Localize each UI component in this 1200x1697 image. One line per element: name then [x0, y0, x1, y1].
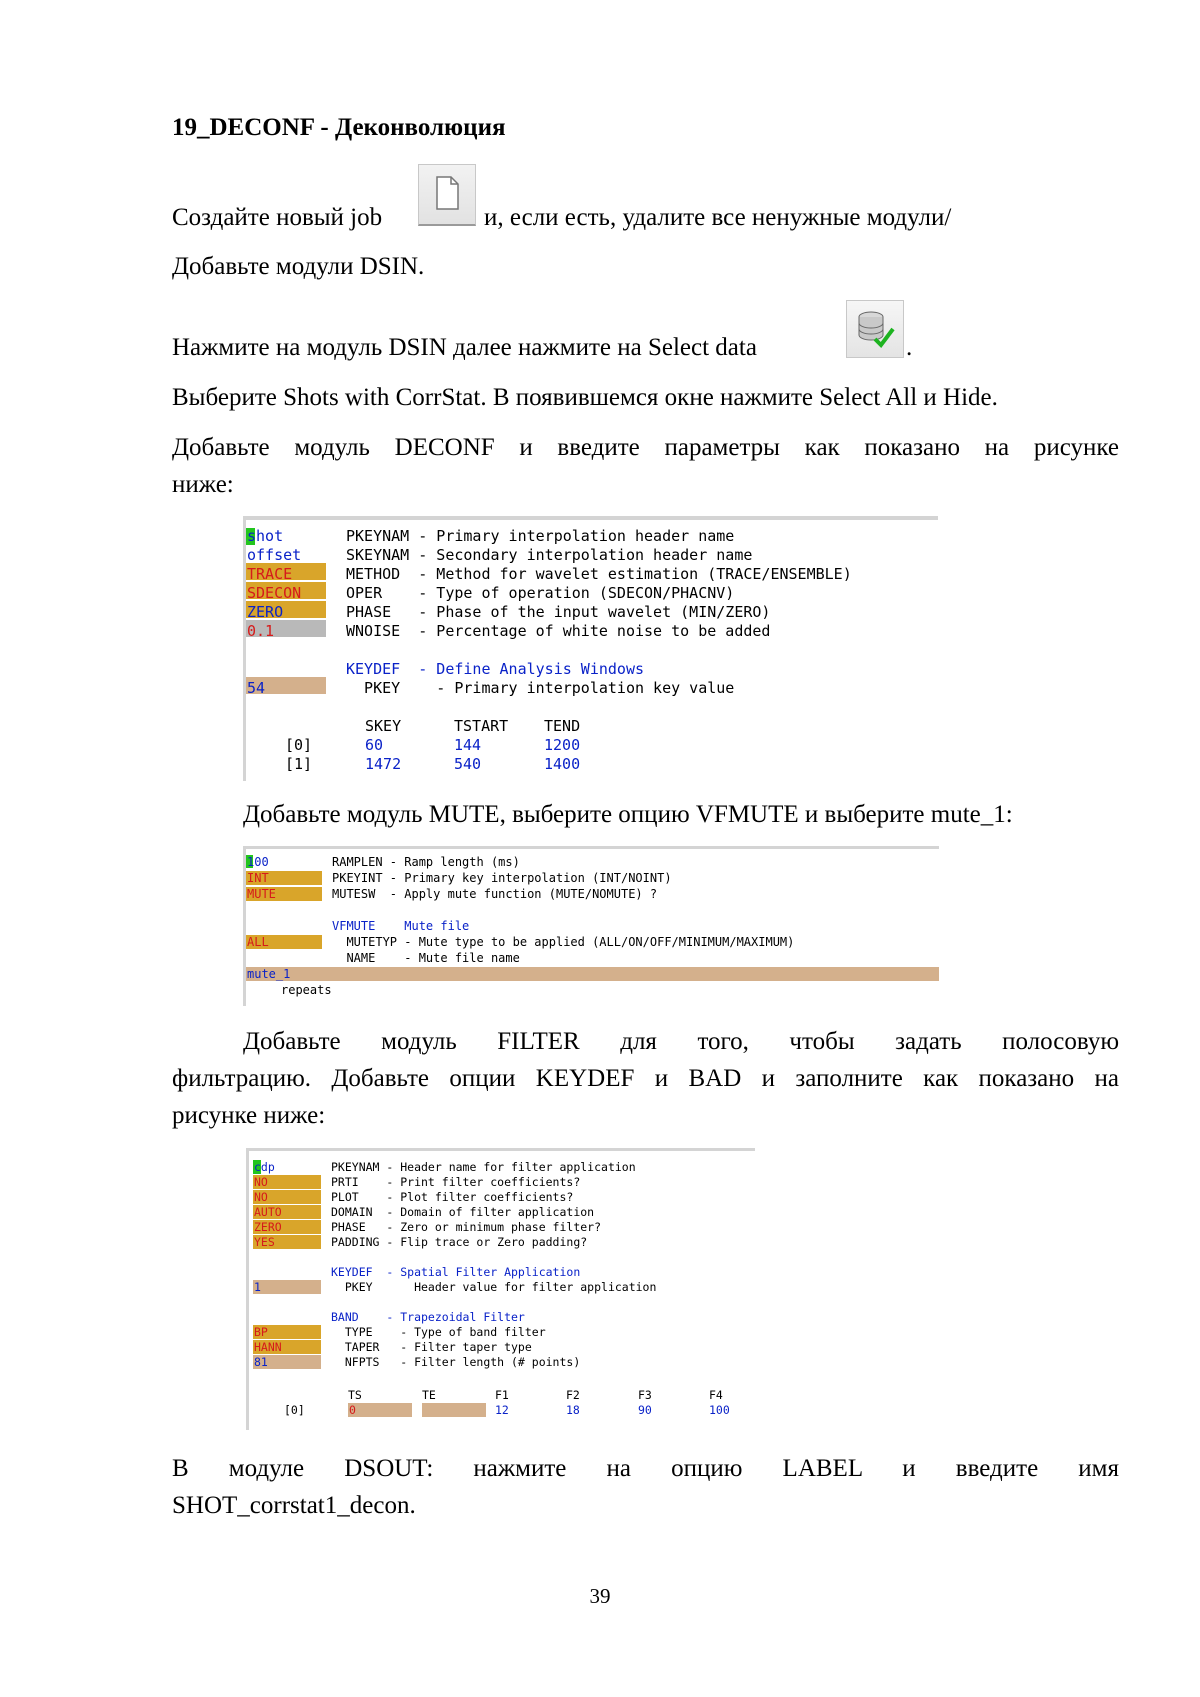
filter-row-f3[interactable]: 90	[638, 1403, 652, 1417]
filter-keydef-option[interactable]: KEYDEF - Spatial Filter Application	[331, 1265, 581, 1279]
paragraph-add-dsin: Добавьте модули DSIN.	[172, 253, 425, 280]
filter-col-f4: F4	[709, 1388, 723, 1402]
page-number: 39	[589, 1584, 611, 1608]
mute-mutesw-value[interactable]: MUTE	[247, 887, 276, 901]
deconf-col-tend: TEND	[544, 717, 581, 735]
filter-row-index: [0]	[284, 1403, 305, 1417]
filter-row-f1[interactable]: 12	[495, 1403, 509, 1417]
deconf-phase-value[interactable]: ZERO	[247, 603, 284, 621]
mute-line: PKEYINT - Primary key interpolation (INT/NOINT)	[332, 871, 672, 885]
mute-line: RAMPLEN - Ramp length (ms)	[332, 855, 520, 869]
filter-line: PRTI - Print filter coefficients?	[331, 1175, 581, 1189]
deconf-col-skey: SKEY	[365, 717, 402, 735]
deconf-row-tend[interactable]: 1400	[544, 755, 581, 773]
filter-pkey-value[interactable]: 1	[254, 1280, 261, 1294]
deconf-parameters-panel	[243, 516, 938, 781]
deconf-wnoise-value[interactable]: 0.1	[247, 622, 275, 640]
paragraph-add-deconf-line1: Добавьте модуль DECONF и введите параметры как показано на рисунке	[172, 434, 1119, 461]
filter-phase-value[interactable]: ZERO	[254, 1220, 282, 1234]
deconf-pkeynam-value[interactable]: shot	[247, 527, 284, 545]
filter-col-f3: F3	[638, 1388, 652, 1402]
deconf-row-tstart[interactable]: 540	[454, 755, 482, 773]
filter-type-value[interactable]: BP	[254, 1325, 268, 1339]
filter-row-ts[interactable]: 0	[349, 1403, 356, 1417]
deconf-method-value[interactable]: TRACE	[247, 565, 293, 583]
filter-col-ts: TS	[348, 1388, 362, 1402]
filter-band-line: NFPTS - Filter length (# points)	[331, 1355, 581, 1369]
deconf-oper-value[interactable]: SDECON	[247, 584, 302, 602]
new-document-icon	[418, 164, 476, 226]
filter-row-f4[interactable]: 100	[709, 1403, 730, 1417]
deconf-row-skey[interactable]: 1472	[365, 755, 402, 773]
deconf-pkey-value[interactable]: 54	[247, 679, 266, 697]
filter-nfpts-value[interactable]: 81	[254, 1355, 268, 1369]
paragraph-add-deconf-line2: ниже:	[172, 471, 234, 498]
deconf-line: WNOISE - Percentage of white noise to be added	[346, 622, 771, 640]
mute-vfmute-option[interactable]: VFMUTE Mute file	[332, 919, 470, 933]
mute-name-line: NAME - Mute file name	[332, 951, 520, 965]
paragraph-select-data: Нажмите на модуль DSIN далее нажмите на Select data	[172, 334, 757, 361]
filter-line: PADDING - Flip trace or Zero padding?	[331, 1235, 588, 1249]
deconf-row-tend[interactable]: 1200	[544, 736, 581, 754]
filter-pkey-line: PKEY Header value for filter application	[331, 1280, 657, 1294]
filter-parameters-panel	[246, 1148, 755, 1430]
filter-padding-value[interactable]: YES	[254, 1235, 275, 1249]
mute-mutetyp-line: MUTETYP - Mute type to be applied (ALL/ON/OFF/MINIMUM/MAXIMUM)	[332, 935, 795, 949]
mute-pkeyint-value[interactable]: INT	[247, 871, 269, 885]
paragraph-select-shots: Выберите Shots with CorrStat. В появившемся окне нажмите Select All и Hide.	[172, 384, 998, 411]
deconf-line: METHOD - Method for wavelet estimation (TRACE/ENSEMBLE)	[346, 565, 852, 583]
filter-row-f2[interactable]: 18	[566, 1403, 580, 1417]
paragraph-add-mute: Добавьте модуль MUTE, выберите опцию VFMUTE и выберите mute_1:	[243, 801, 1013, 828]
paragraph-dsout-line2: SHOT_corrstat1_decon.	[172, 1492, 416, 1519]
filter-domain-value[interactable]: AUTO	[254, 1205, 282, 1219]
section-heading: 19_DECONF - Деконволюция	[172, 114, 506, 141]
mute-ramplen-value[interactable]: 100	[247, 855, 269, 869]
filter-line: PHASE - Zero or minimum phase filter?	[331, 1220, 602, 1234]
paragraph-add-filter-line3: рисунке ниже:	[172, 1102, 326, 1129]
mute-parameters-panel	[243, 846, 939, 1006]
paragraph-dsout-line1: В модуле DSOUT: нажмите на опцию LABEL и введите имя	[172, 1455, 1119, 1482]
filter-col-f2: F2	[566, 1388, 580, 1402]
paragraph-delete-modules: и, если есть, удалите все ненужные модули/	[484, 204, 952, 231]
filter-line: DOMAIN - Domain of filter application	[331, 1205, 595, 1219]
deconf-line: SKEYNAM - Secondary interpolation header name	[346, 546, 753, 564]
filter-taper-value[interactable]: HANN	[254, 1340, 282, 1354]
filter-band-option[interactable]: BAND - Trapezoidal Filter	[331, 1310, 525, 1324]
paragraph-add-filter-line2: фильтрацию. Добавьте опции KEYDEF и BAD и заполните как показано на	[172, 1065, 1119, 1092]
deconf-row-index: [0]	[285, 736, 313, 754]
filter-prti-value[interactable]: NO	[254, 1175, 268, 1189]
paragraph-create-job: Создайте новый job	[172, 204, 383, 231]
deconf-line: PKEYNAM - Primary interpolation header name	[346, 527, 735, 545]
deconf-row-index: [1]	[285, 755, 313, 773]
filter-line: PLOT - Plot filter coefficients?	[331, 1190, 574, 1204]
mute-repeats-label: repeats	[281, 983, 332, 997]
deconf-row-tstart[interactable]: 144	[454, 736, 482, 754]
filter-plot-value[interactable]: NO	[254, 1190, 268, 1204]
deconf-col-tstart: TSTART	[454, 717, 509, 735]
deconf-keydef-option[interactable]: KEYDEF - Define Analysis Windows	[346, 660, 645, 678]
deconf-row-skey[interactable]: 60	[365, 736, 384, 754]
filter-col-f1: F1	[495, 1388, 509, 1402]
filter-line: PKEYNAM - Header name for filter application	[331, 1160, 636, 1174]
mute-line: MUTESW - Apply mute function (MUTE/NOMUTE) ?	[332, 887, 658, 901]
deconf-line: PHASE - Phase of the input wavelet (MIN/ZERO)	[346, 603, 771, 621]
filter-band-line: TYPE - Type of band filter	[331, 1325, 546, 1339]
deconf-pkey-line: PKEY - Primary interpolation key value	[346, 679, 735, 697]
paragraph-add-filter-line1: Добавьте модуль FILTER для того, чтобы задать полосовую	[243, 1028, 1119, 1055]
mute-mutetyp-value[interactable]: ALL	[247, 935, 269, 949]
database-check-icon	[846, 300, 904, 358]
deconf-skeynam-value[interactable]: offset	[247, 546, 302, 564]
deconf-line: OPER - Type of operation (SDECON/PHACNV)	[346, 584, 735, 602]
filter-pkeynam-value[interactable]: cdp	[254, 1160, 275, 1174]
filter-band-line: TAPER - Filter taper type	[331, 1340, 532, 1354]
period: .	[906, 334, 913, 361]
filter-col-te: TE	[422, 1388, 436, 1402]
mute-name-value[interactable]: mute_1	[247, 967, 291, 981]
